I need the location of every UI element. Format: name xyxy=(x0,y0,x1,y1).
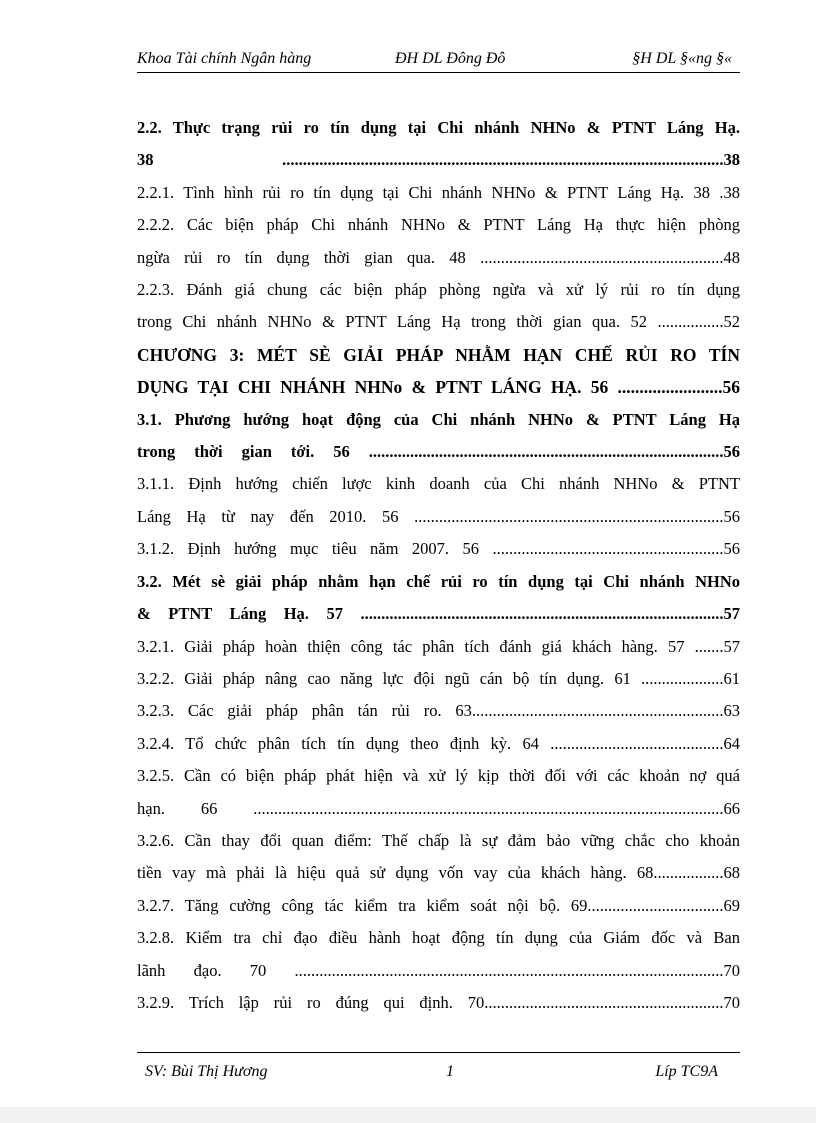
toc-entry[interactable] xyxy=(137,631,740,663)
toc-entry[interactable] xyxy=(137,404,740,469)
toc-entry-line: Láng Hạ từ nay đến 2010. 56 ...........................................................................56 xyxy=(137,506,740,526)
toc-entry-line: 3.2.4. Tổ chức phân tích tín dụng theo định kỳ. 64 ..........................................64 xyxy=(137,733,740,753)
toc-entry-line: 3.1. Phương hướng hoạt động của Chi nhánh NHNo & PTNT Láng Hạ xyxy=(137,409,740,429)
toc-entry-line: 3.2.9. Trích lập rủi ro đúng qui định. 70..........................................................70 xyxy=(137,992,740,1012)
toc-entry[interactable] xyxy=(137,922,740,987)
toc-entry[interactable] xyxy=(137,728,740,760)
toc-entry[interactable] xyxy=(137,339,740,404)
toc-entry[interactable] xyxy=(137,533,740,565)
toc-entry[interactable] xyxy=(137,695,740,727)
toc-entry-line: 2.2.1. Tình hình rủi ro tín dụng tại Chi nhánh NHNo & PTNT Láng Hạ. 38 .38 xyxy=(137,182,740,202)
toc-entry[interactable] xyxy=(137,760,740,825)
toc-entry-line: 3.2. Mét sè giải pháp nhằm hạn chế rủi ro tín dụng tại Chi nhánh NHNo xyxy=(137,571,740,591)
toc-entry[interactable] xyxy=(137,209,740,274)
toc-entry-line: 3.2.2. Giải pháp nâng cao năng lực đội ngũ cán bộ tín dụng. 61 ....................61 xyxy=(137,668,740,688)
footer-class: Líp TC9A xyxy=(655,1063,718,1080)
header-university: ĐH DL Đông Đô xyxy=(395,50,506,67)
toc-entry-line: 2.2.2. Các biện pháp Chi nhánh NHNo & PTNT Láng Hạ thực hiện phòng xyxy=(137,215,740,235)
header-faculty: Khoa Tài chính Ngân hàng xyxy=(137,50,312,67)
toc-entry-line: 3.2.5. Cần có biện pháp phát hiện và xử lý kịp thời đối với các khoản nợ quá xyxy=(137,766,740,786)
toc-entry-line: CHƯƠNG 3: MÉT SÈ GIẢI PHÁP NHẰM HẠN CHẾ RỦI RO TÍN xyxy=(137,344,740,365)
toc-entry-line: 3.2.1. Giải pháp hoàn thiện công tác phân tích đánh giá khách hàng. 57 .......57 xyxy=(137,636,740,656)
toc-entry-line: 3.1.1. Định hướng chiến lược kinh doanh của Chi nhánh NHNo & PTNT xyxy=(137,474,740,494)
header-university-legacy: §H DL §«ng §« xyxy=(632,50,732,67)
toc-entry-line: tiền vay mà phải là hiệu quả sử dụng vốn vay của khách hàng. 68.................68 xyxy=(137,863,740,883)
toc-entry-line: hạn. 66 ..................................................................................................................66 xyxy=(137,798,740,818)
toc-entry[interactable] xyxy=(137,663,740,695)
footer-student: SV: Bùi Thị Hương xyxy=(145,1063,268,1080)
toc-entry-line: 2.2.3. Đánh giá chung các biện pháp phòng ngừa và xử lý rủi ro tín dụng xyxy=(137,280,740,300)
toc-entry[interactable] xyxy=(137,274,740,339)
toc-entry-line: 3.2.6. Cần thay đổi quan điểm: Thế chấp là sự đảm bảo vững chắc cho khoản xyxy=(137,830,740,850)
toc-entry-line: lãnh đạo. 70 ........................................................................................................70 xyxy=(137,960,740,980)
toc-entry-line: 3.1.2. Định hướng mục tiêu năm 2007. 56 ........................................................56 xyxy=(137,539,740,559)
toc-entry-line: 38 ...........................................................................................................38 xyxy=(137,150,740,170)
toc-entry-line: & PTNT Láng Hạ. 57 ........................................................................................57 xyxy=(137,604,740,624)
toc-entry-line: trong Chi nhánh NHNo & PTNT Láng Hạ trong thời gian qua. 52 ................52 xyxy=(137,312,740,332)
page-footer xyxy=(137,1052,740,1083)
toc-entry-line: 2.2. Thực trạng rủi ro tín dụng tại Chi nhánh NHNo & PTNT Láng Hạ. xyxy=(137,118,740,137)
footer-page-number: 1 xyxy=(446,1063,454,1080)
toc-entry[interactable] xyxy=(137,566,740,631)
toc-entry-line: 3.2.8. Kiểm tra chỉ đạo điều hành hoạt động tín dụng của Giám đốc và Ban xyxy=(137,928,740,948)
toc-entry-line: DỤNG TẠI CHI NHÁNH NHNo & PTNT LÁNG HẠ. 56 ........................56 xyxy=(137,377,740,398)
page-bottom-margin xyxy=(0,1107,816,1123)
toc-entry-line: trong thời gian tới. 56 ......................................................................................56 xyxy=(137,442,740,462)
toc-entry[interactable] xyxy=(137,987,740,1019)
toc-entry-line: 3.2.7. Tăng cường công tác kiểm tra kiểm soát nội bộ. 69.................................69 xyxy=(137,895,740,915)
table-of-contents xyxy=(137,112,740,1019)
toc-entry[interactable] xyxy=(137,890,740,922)
toc-entry[interactable] xyxy=(137,468,740,533)
toc-entry[interactable] xyxy=(137,112,740,177)
page-header xyxy=(137,50,740,73)
toc-entry[interactable] xyxy=(137,177,740,209)
toc-entry-line: ngừa rủi ro tín dụng thời gian qua. 48 ...........................................................48 xyxy=(137,247,740,267)
toc-entry-line: 3.2.3. Các giải pháp phân tán rủi ro. 63.............................................................63 xyxy=(137,701,740,721)
toc-entry[interactable] xyxy=(137,825,740,890)
